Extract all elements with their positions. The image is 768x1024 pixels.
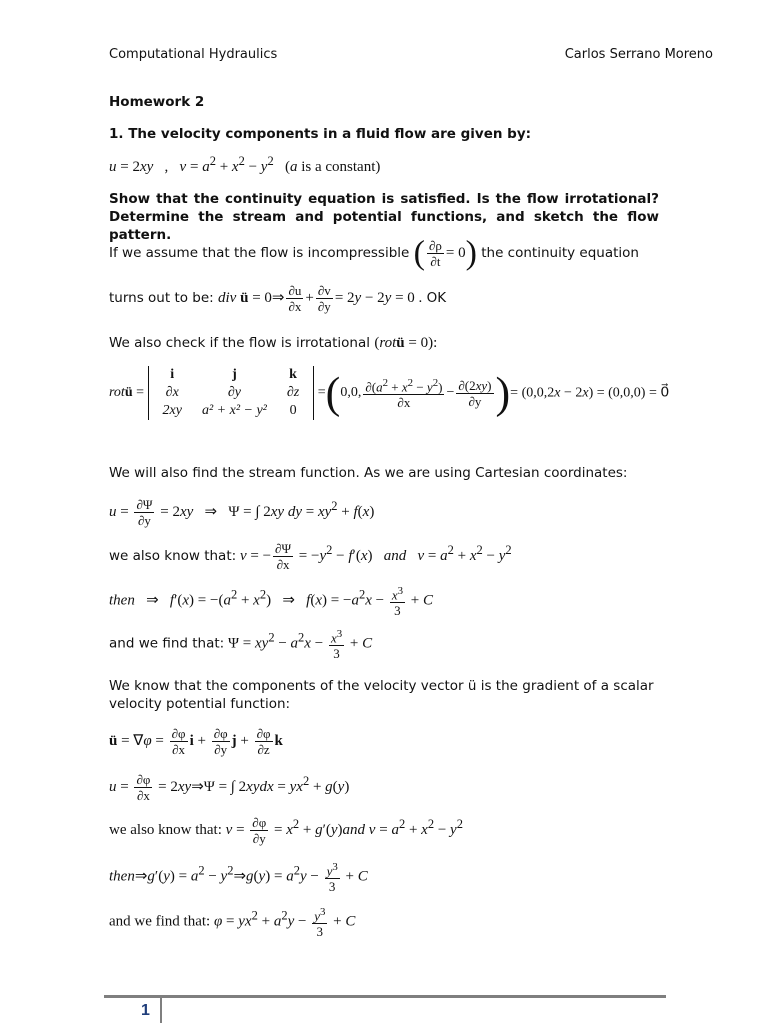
phi-v-equation: we also know that: v = $\frac{\partial\varphi}{\partial y}$ = $x^2 + g'(y)and$ $v = a^2 + x^2 - y^2$: [109, 815, 463, 846]
then-f-equation: then ⇒ $f'(x) = -(a^2 + x^2)$ ⇒ $f(x) = -a^2x$ − $\frac{x^3}{3}$ + C: [109, 585, 434, 619]
rot-zero-eq: (rotü = 0):: [374, 335, 438, 351]
turns-out-text: turns out to be:: [109, 289, 214, 306]
homework-title: Homework 2: [109, 94, 205, 110]
also-know-text: we also know that:: [109, 547, 237, 564]
matrix-i: i: [170, 367, 175, 382]
gradient-equation: ü = ∇φ = $\frac{\partial\varphi}{\partial x}$ i + $\frac{\partial\varphi}{\partial y}$ j + $\frac{\partial\varphi}{\partial z}$ k: [109, 726, 283, 757]
ok-text: OK: [426, 289, 447, 306]
problem-statement: 1. The velocity components in a fluid flow are given by:: [109, 126, 532, 142]
also-know-text-2: we also know that:: [109, 821, 222, 838]
and-find-text: and we find that:: [109, 635, 225, 652]
incompressible-text-b: the continuity equation: [481, 244, 639, 261]
rot-equation: rotü = i j k ∂x ∂y ∂z 2xy a² + x² − y² 0 =(0,0, $\frac{\partial(a^2 + x^2 - y^2)}{\partial x}$ − $\frac{\partial(2xy)}{\partial y}$ )= (0,0,2x − 2x) = (0,0,0) = 0⃗: [109, 367, 670, 418]
psi-final-equation: and we find that: $\Psi = xy^2 - a^2x$ − $\frac{x^3}{3}$ + C: [109, 628, 373, 662]
matrix-v: a² + x² − y²: [201, 403, 267, 418]
irrotational-line: [109, 334, 669, 352]
stream-intro: We will also find the stream function. As we are using Cartesian coordinates:: [109, 465, 628, 481]
divergence-line: [109, 283, 669, 314]
phi-final-equation: and we find that: $\varphi = yx^2 + a^2y$ − $\frac{y^3}{3}$ + C: [109, 906, 356, 940]
problem-question: Show that the continuity equation is satisfied. Is the flow irrotational? Determine the stream and potential functions, and sketch the flow pattern.: [109, 191, 659, 243]
irrotational-text: We also check if the flow is irrotational: [109, 335, 371, 351]
matrix-zero: 0: [289, 403, 297, 418]
header-right: Carlos Serrano Moreno: [564, 47, 713, 62]
divergence-equation: div ü = 0⇒ $\frac{\partial u}{\partial x}$ + $\frac{\partial v}{\partial y}$ = 2y − 2y = 0 .: [218, 283, 423, 314]
rot-result: = (0,0,2x − 2x) = (0,0,0) = 0⃗: [510, 385, 670, 401]
then-g-equation: then⇒g′(y) = $a^2$ − $y^2\Rightarrow g(y) = a^2y$ − $\frac{y^3}{3}$ + C: [109, 861, 368, 895]
matrix-dz: ∂z: [286, 385, 300, 400]
matrix-dy: ∂y: [227, 385, 241, 400]
velocity-equation: u = 2xy , $v = a^2 + x^2 - y^2$ (a is a constant): [109, 154, 381, 175]
incompressible-line: [109, 234, 669, 272]
stream-v-equation: we also know that: v = − $\frac{\partial\Psi}{\partial x}$ = $-y^2 - f'(x)$ and $v = a^2 + x^2 - y^2$: [109, 541, 512, 572]
and-find-text-2: and we find that:: [109, 913, 211, 930]
incompressible-text-a: If we assume that the flow is incompressible: [109, 244, 410, 261]
stream-u-equation: u = $\frac{\partial\Psi}{\partial y}$ = 2xy ⇒ Ψ = ∫ 2xy dy = $xy^2 + f(x)$: [109, 497, 375, 528]
page-number: 1: [141, 1002, 150, 1019]
matrix-2xy: 2xy: [162, 403, 182, 418]
matrix-j: j: [232, 367, 237, 382]
rot-matrix: [148, 366, 315, 420]
matrix-k: k: [289, 367, 297, 382]
phi-u-equation: u = $\frac{\partial\varphi}{\partial x}$ = 2xy⇒Ψ = ∫ 2xydx = $yx^2 + g(y)$: [109, 772, 350, 803]
footer-rule: [104, 995, 666, 998]
drho-dt-eq: ( $\frac{\partial\rho}{\partial t}$ = 0): [413, 234, 477, 272]
matrix-dx: ∂x: [165, 385, 179, 400]
potential-intro: We know that the components of the velocity vector ü is the gradient of a scalar velocity potential function:: [109, 678, 654, 712]
header-left: Computational Hydraulics: [109, 47, 278, 62]
footer-tick: [160, 997, 162, 1023]
